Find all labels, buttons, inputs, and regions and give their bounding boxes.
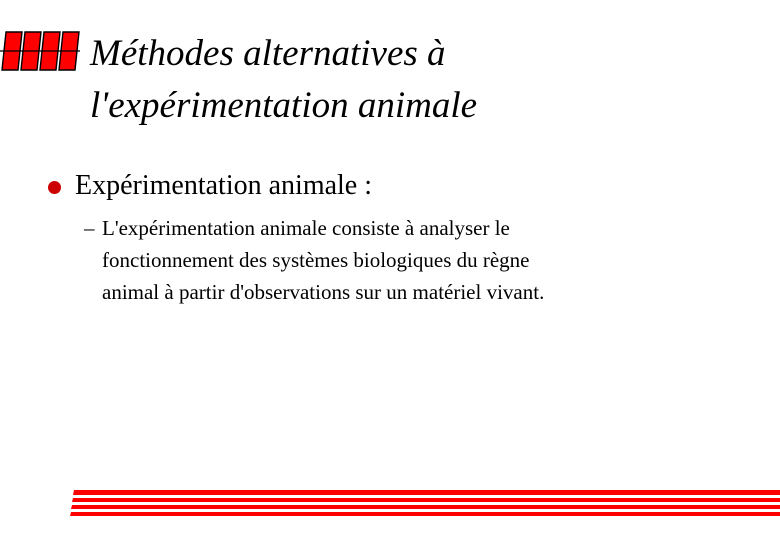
sub-bullet-line-2: fonctionnement des systèmes biologiques du règne <box>102 248 530 272</box>
footer-stripes-icon <box>70 490 780 520</box>
slide-title <box>90 28 770 132</box>
bullet-dot-icon <box>48 181 61 194</box>
title-decoration-icon <box>0 30 80 72</box>
bullet-heading: Expérimentation animale : <box>75 170 373 201</box>
sub-bullet-text <box>102 212 742 308</box>
slide-title-line-2: l'expérimentation animale <box>90 85 478 126</box>
sub-bullet-line-1: L'expérimentation animale consiste à analyser le <box>102 216 510 240</box>
sub-bullet-dash: – <box>84 216 95 240</box>
sub-bullet-line-3: animal à partir d'observations sur un matériel vivant. <box>102 280 545 304</box>
slide-title-line-1: Méthodes alternatives à <box>90 33 446 74</box>
